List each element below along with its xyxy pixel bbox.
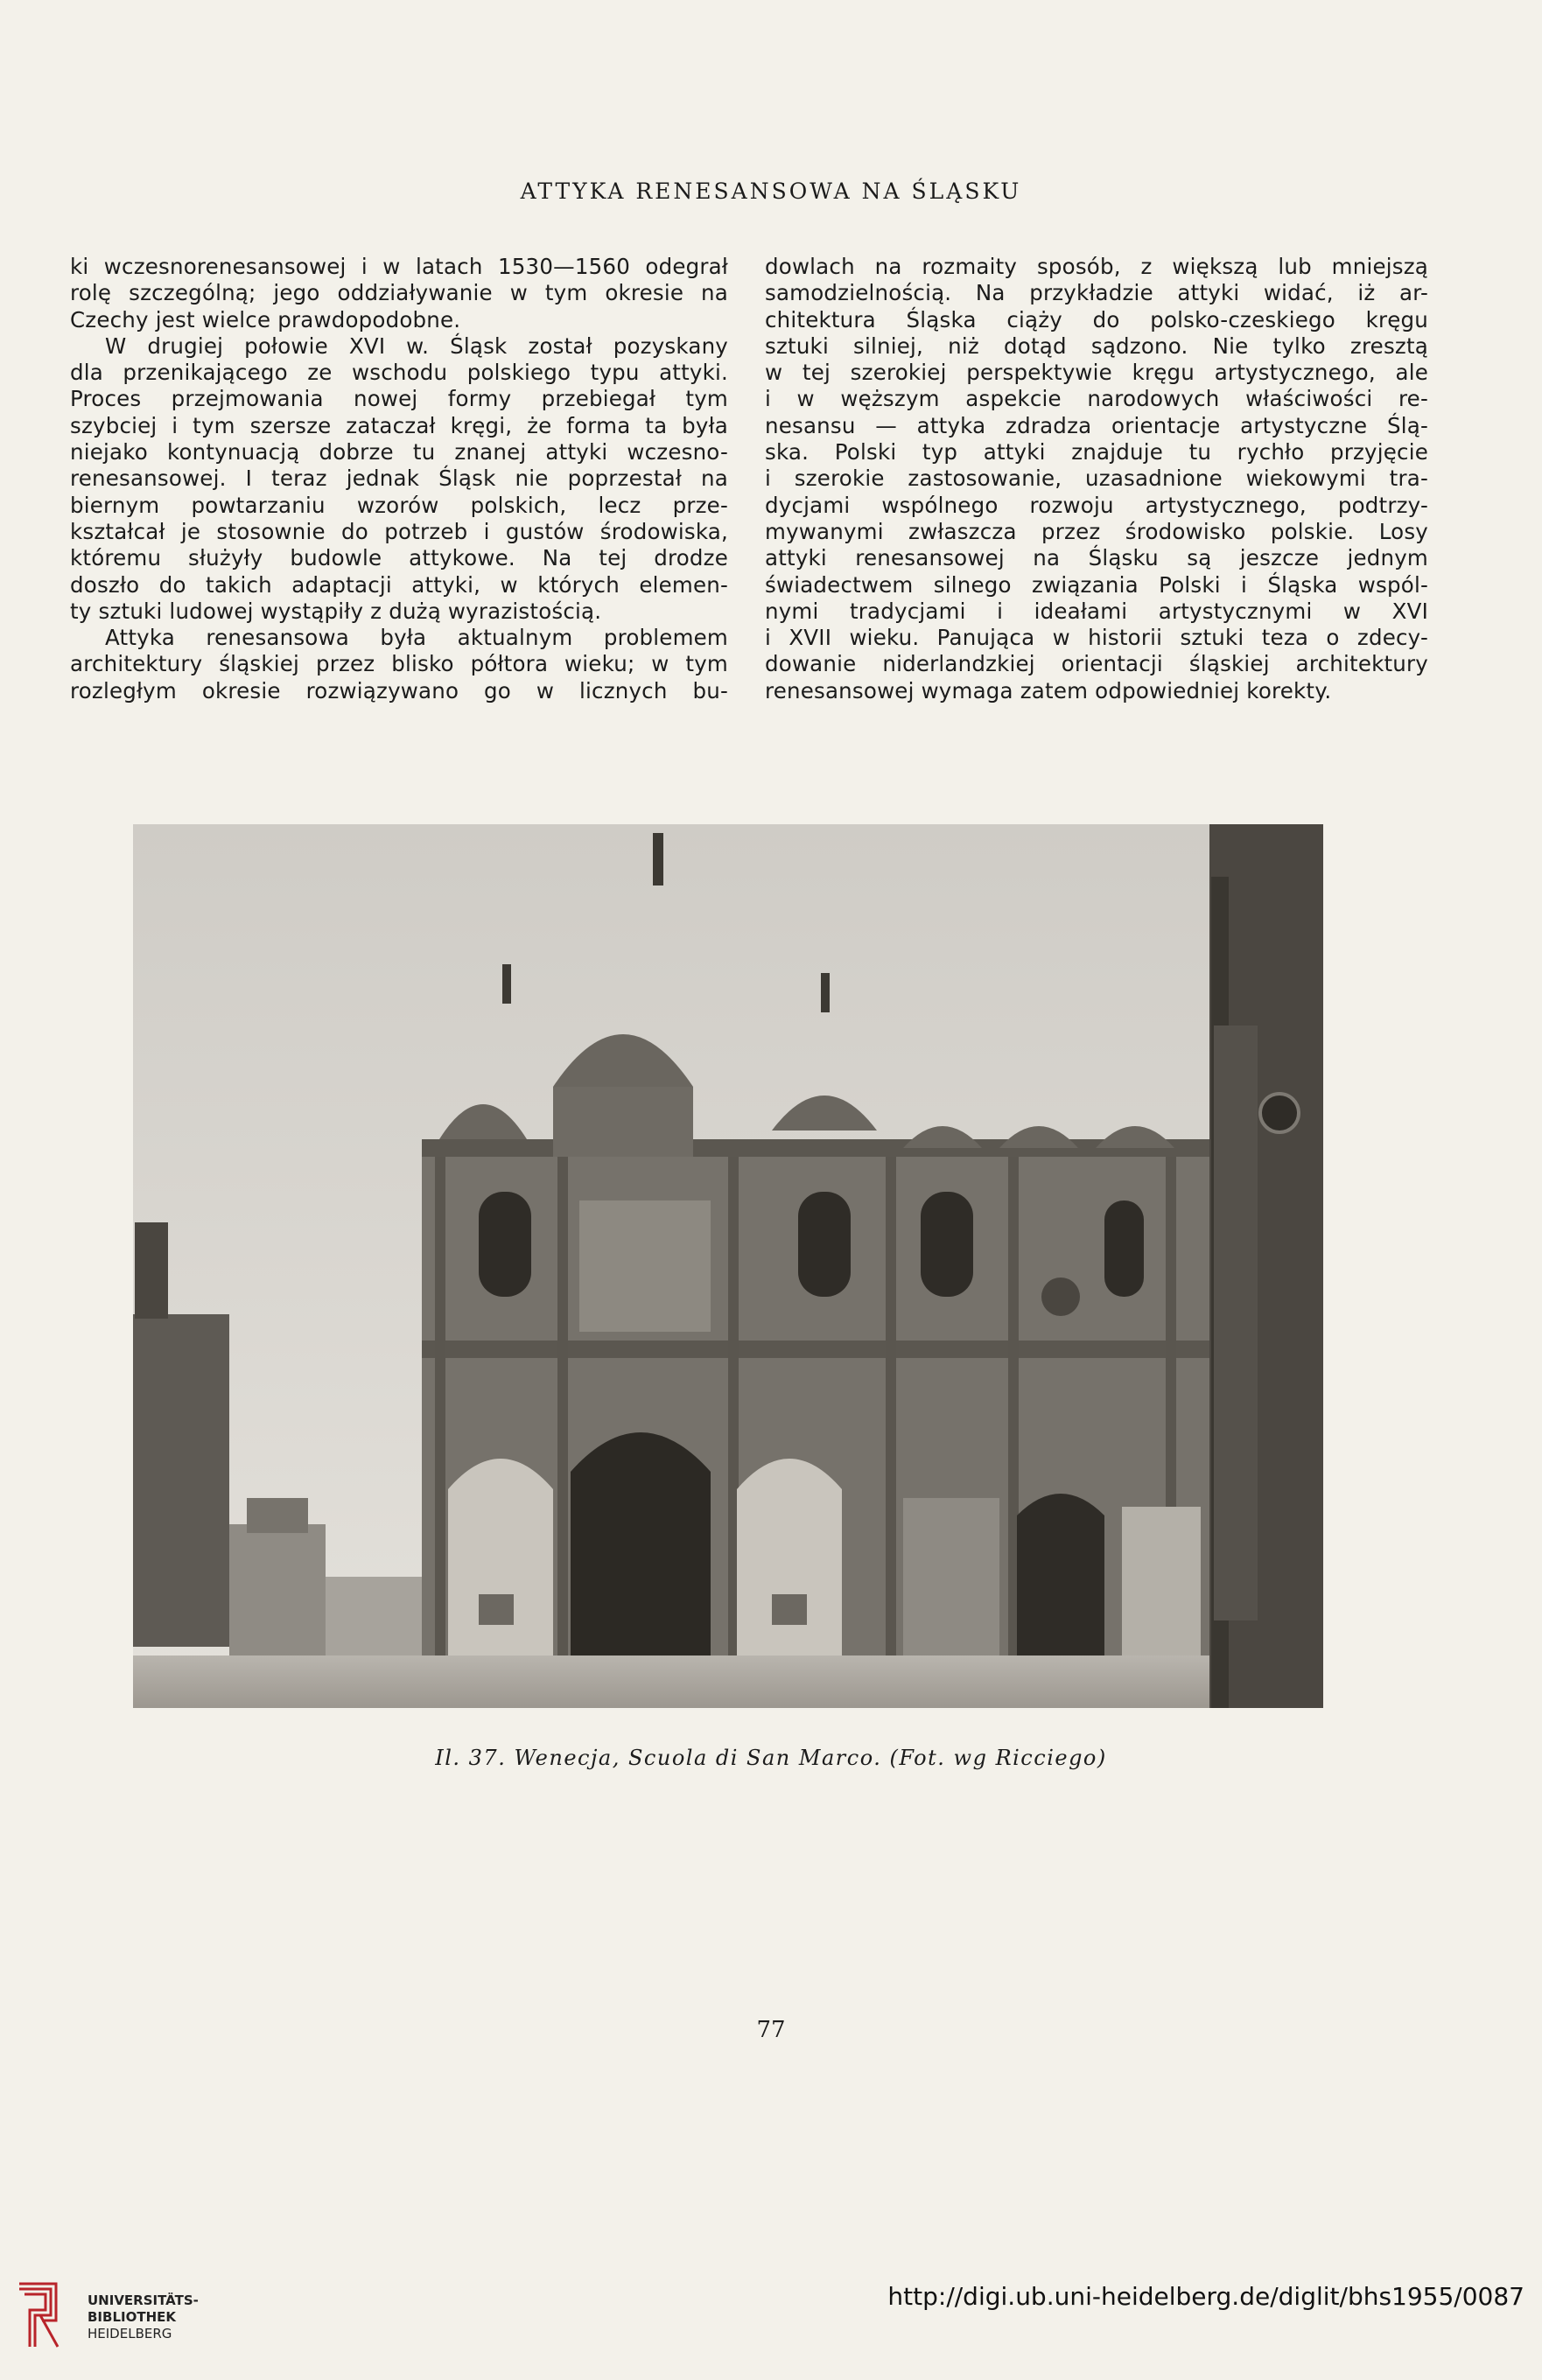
- text-line: nymi tradycjami i ideałami artystycznymi w XVI: [765, 598, 1428, 624]
- text-line: sztuki silniej, niż dotąd sądzono. Nie tylko zresztą: [765, 332, 1428, 359]
- text-line: dowlach na rozmaity sposób, z większą lub mniejszą: [765, 254, 1428, 279]
- text-line: renesansowej wymaga zatem odpowiedniej korekty.: [765, 677, 1332, 704]
- text-line: któremu służyły budowle attykowe. Na tej drodze: [70, 545, 728, 571]
- text-line: doszło do takich adaptacji attyki, w których elemen-: [70, 571, 728, 598]
- source-url-link[interactable]: http://digi.ub.uni-heidelberg.de/diglit/bhs1955/0087: [887, 2282, 1524, 2311]
- text-line: i XVII wieku. Panująca w historii sztuki teza o zdecy-: [765, 625, 1428, 651]
- left-text-column: [70, 254, 728, 704]
- facade-photograph: [133, 824, 1323, 1708]
- text-line: mywanymi zwłaszcza przez środowisko polskie. Losy: [765, 518, 1428, 544]
- text-line: dla przenikającego ze wschodu polskiego typu attyki.: [70, 360, 728, 386]
- text-line: attyki renesansowej na Śląsku są jeszcze jednym: [765, 545, 1428, 571]
- text-line: niejako kontynuacją dobrze tu znanej attyki wczesno-: [70, 439, 728, 466]
- text-line: rozległym okresie rozwiązywano go w licznych bu-: [70, 677, 728, 704]
- text-line: świadectwem silnego związania Polski i Śląska wspól-: [765, 571, 1428, 598]
- text-line: i w węższym aspekcie narodowych właściwości re-: [765, 386, 1428, 412]
- text-line: szybciej i tym szersze zataczał kręgi, że forma ta była: [70, 412, 728, 438]
- text-line: Attyka renesansowa była aktualnym problemem: [105, 625, 728, 651]
- text-line: architektury śląskiej przez blisko półtora wieku; w tym: [70, 651, 728, 677]
- text-line: W drugiej połowie XVI w. Śląsk został pozyskany: [105, 332, 728, 359]
- library-name-line: HEIDELBERG: [88, 2326, 172, 2342]
- text-line: Proces przejmowania nowej formy przebiegał tym: [70, 386, 728, 412]
- text-line: ty sztuki ludowej wystąpiły z dużą wyrazistością.: [70, 598, 602, 624]
- text-line: Czechy jest wielce prawdopodobne.: [70, 306, 461, 332]
- text-line: kształcał je stosownie do potrzeb i gustów środowiska,: [70, 518, 728, 544]
- text-line: i szerokie zastosowanie, uzasadnione wiekowymi tra-: [765, 466, 1428, 492]
- text-line: renesansowej. I teraz jednak Śląsk nie poprzestał na: [70, 466, 728, 492]
- running-head: ATTYKA RENESANSOWA NA ŚLĄSKU: [520, 178, 1022, 204]
- figure-caption: Il. 37. Wenecja, Scuola di San Marco. (Fot. wg Ricciego): [435, 1746, 1107, 1770]
- library-logo[interactable]: [16, 2280, 243, 2350]
- text-line: rolę szczególną; jego oddziaływanie w tym okresie na: [70, 280, 728, 306]
- page-number: 77: [756, 2017, 786, 2043]
- library-logo-icon: [16, 2280, 77, 2350]
- library-name: [88, 2292, 199, 2342]
- right-text-column: [765, 254, 1428, 704]
- text-line: nesansu — attyka zdradza orientacje artystyczne Ślą-: [765, 412, 1428, 438]
- text-line: ki wczesnorenesansowej i w latach 1530—1560 odegrał: [70, 254, 728, 279]
- library-name-line: UNIVERSITÄTS-: [88, 2292, 199, 2308]
- library-name-line: BIBLIOTHEK: [88, 2309, 176, 2325]
- text-line: ska. Polski typ attyki znajduje tu rychło przyjęcie: [765, 439, 1428, 466]
- text-line: w tej szerokiej perspektywie kręgu artystycznego, ale: [765, 360, 1428, 386]
- text-line: chitektura Śląska ciąży do polsko-czeskiego kręgu: [765, 306, 1428, 332]
- text-line: dycjami wspólnego rozwoju artystycznego, podtrzy-: [765, 492, 1428, 518]
- text-line: samodzielnością. Na przykładzie attyki widać, iż ar-: [765, 280, 1428, 306]
- text-line: biernym powtarzaniu wzorów polskich, lecz prze-: [70, 492, 728, 518]
- text-line: dowanie niderlandzkiej orientacji śląskiej architektury: [765, 651, 1428, 677]
